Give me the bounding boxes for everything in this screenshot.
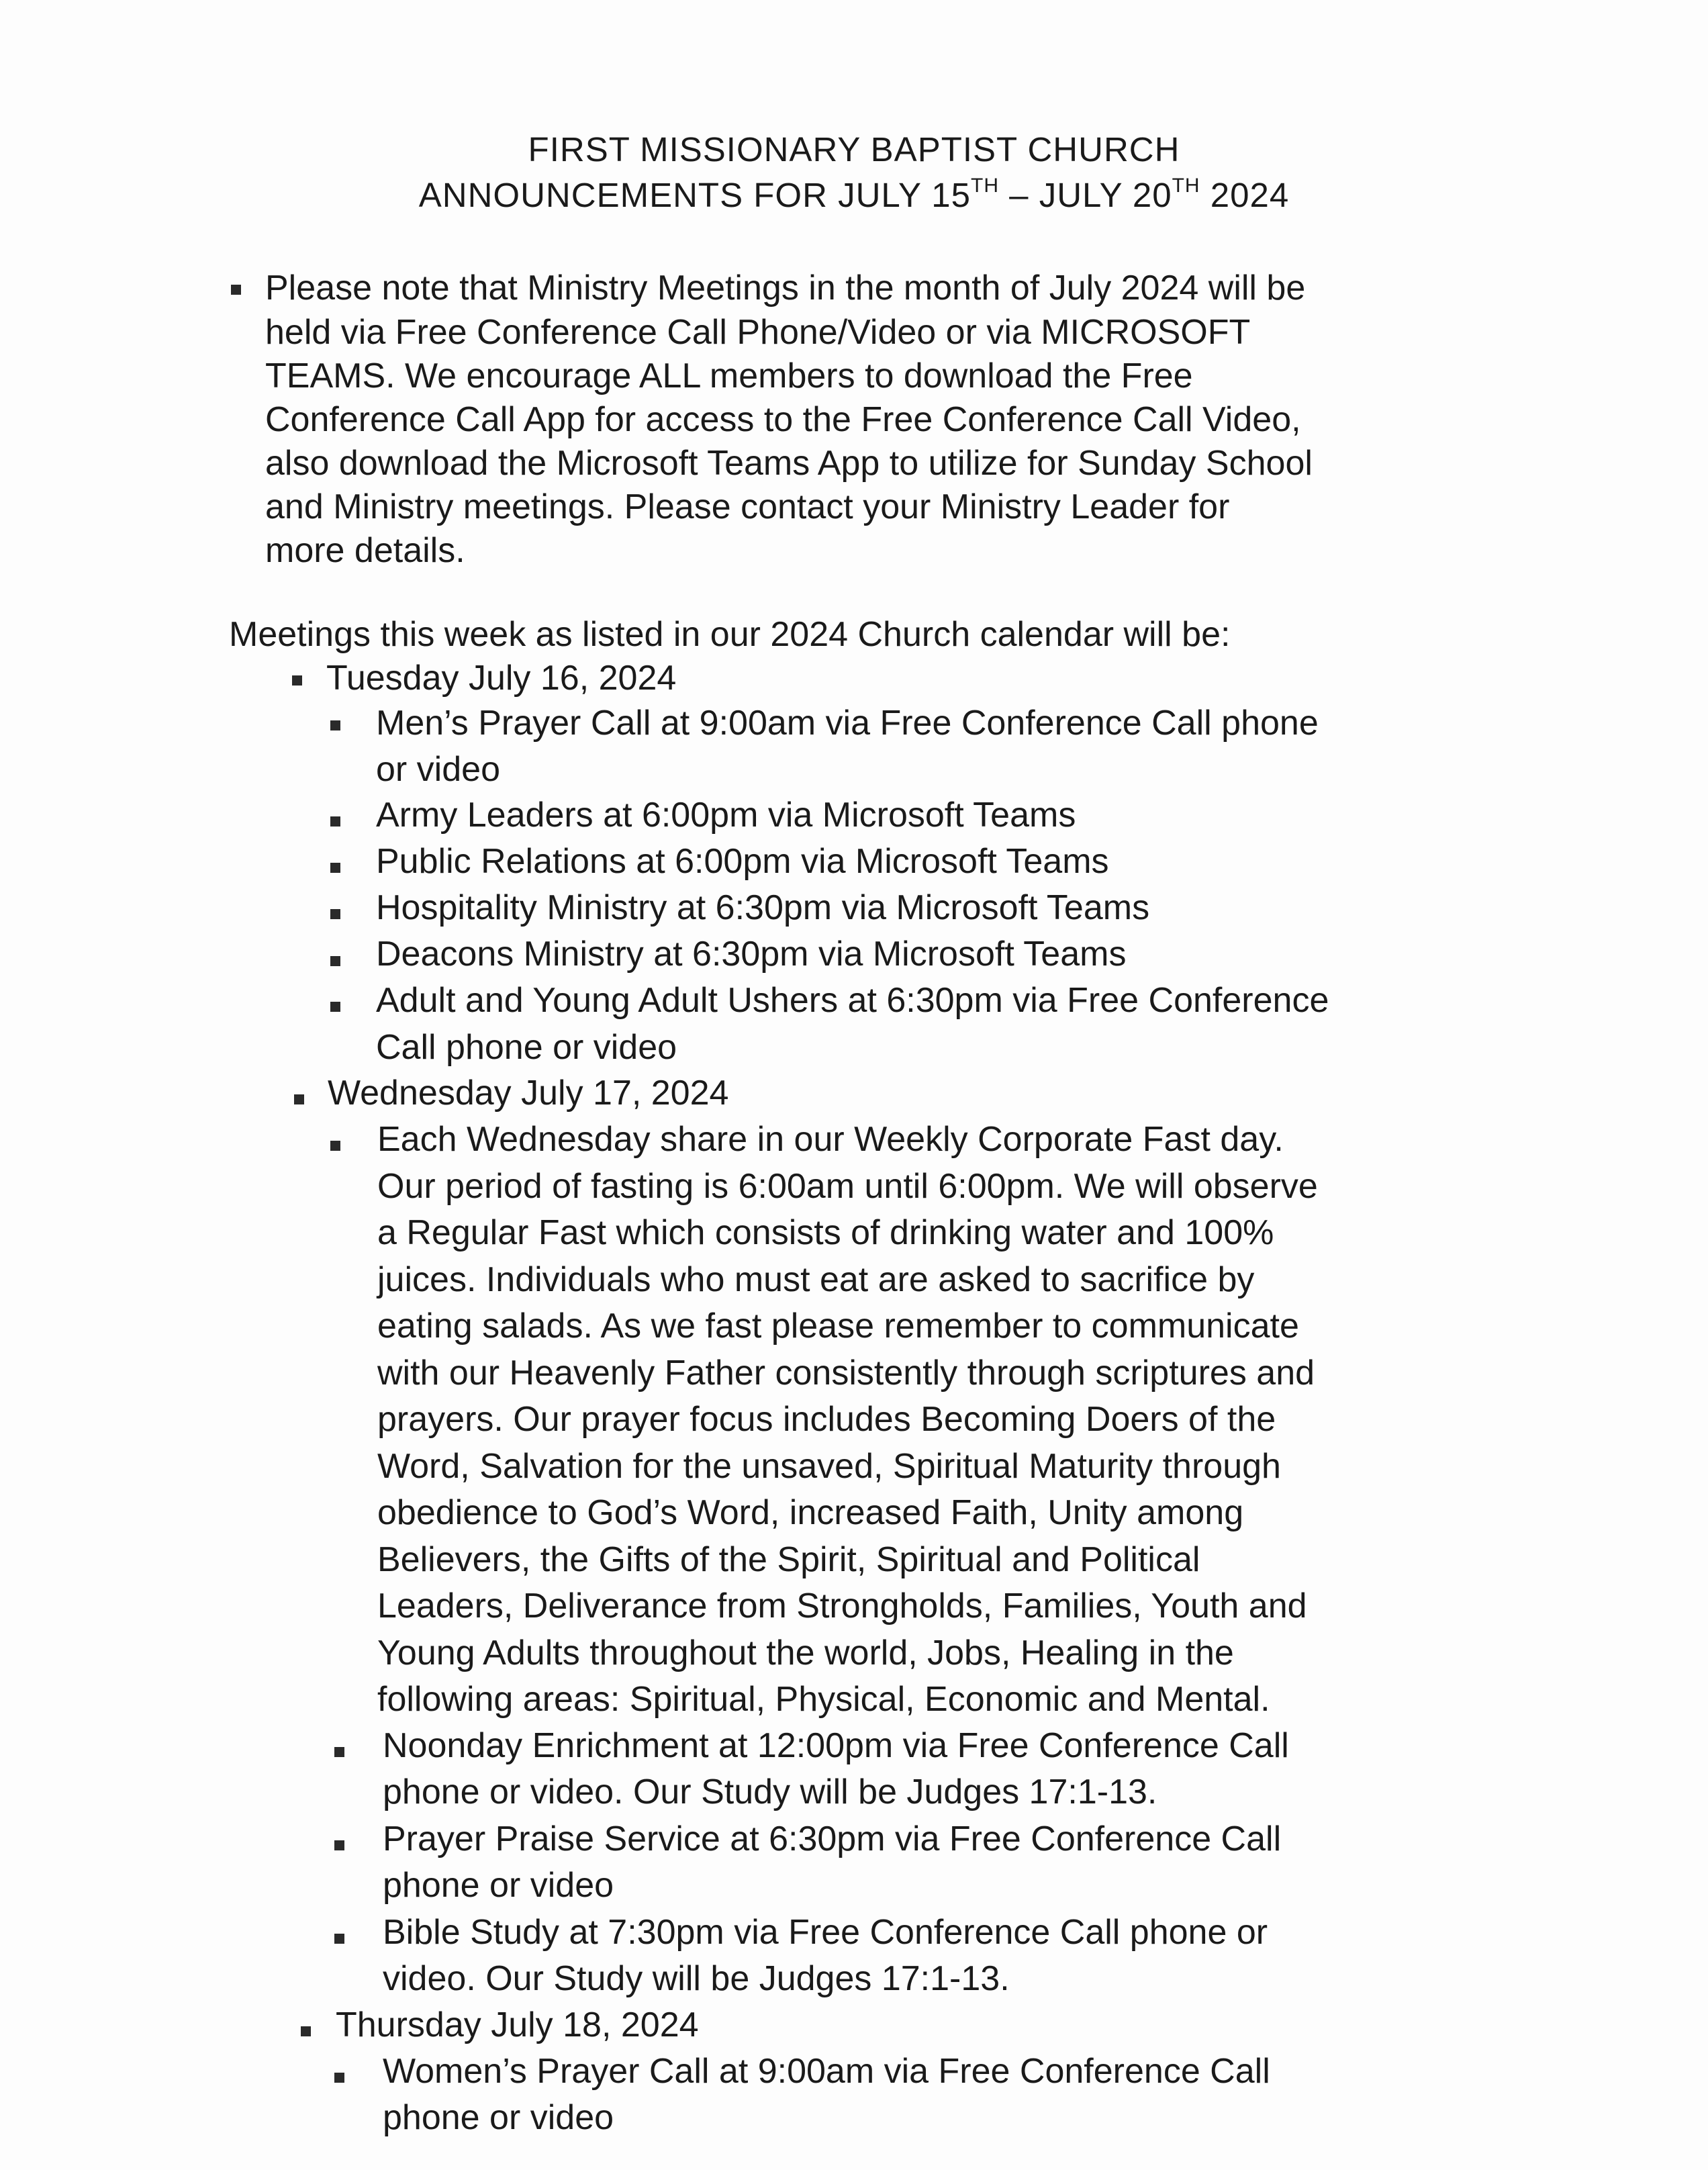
bullet-icon	[294, 1094, 304, 1104]
meeting-item: obedience to God’s Word, increased Faith, Unity among	[377, 1493, 1244, 1532]
heading-middle: – JULY 20	[999, 176, 1172, 214]
meeting-item: Noonday Enrichment at 12:00pm via Free Conference Call	[383, 1726, 1289, 1765]
meeting-item: Bible Study at 7:30pm via Free Conference Call phone or	[383, 1913, 1268, 1952]
meeting-item: a Regular Fast which consists of drinking water and 100%	[377, 1213, 1274, 1252]
notice-line: Conference Call App for access to the Free Conference Call Video,	[265, 400, 1301, 439]
meeting-item: phone or video. Our Study will be Judges 17:1-13.	[383, 1773, 1157, 1811]
notice-line: also download the Microsoft Teams App to utilize for Sunday School	[265, 444, 1313, 483]
meeting-item: Leaders, Deliverance from Strongholds, Families, Youth and	[377, 1587, 1307, 1625]
notice-line: more details.	[265, 531, 465, 570]
meeting-item: Believers, the Gifts of the Spirit, Spiritual and Political	[377, 1540, 1200, 1579]
meeting-item: prayers. Our prayer focus includes Becoming Doers of the	[377, 1400, 1276, 1439]
bullet-icon	[334, 2073, 344, 2083]
day-heading-thursday: Thursday July 18, 2024	[336, 2006, 699, 2044]
meeting-item: Young Adults throughout the world, Jobs, Healing in the	[377, 1634, 1234, 1672]
notice-line: Please note that Ministry Meetings in the month of July 2024 will be	[265, 269, 1306, 308]
meeting-item: phone or video	[383, 1866, 614, 1905]
notice-line: TEAMS. We encourage ALL members to download the Free	[265, 357, 1193, 395]
meeting-item: Each Wednesday share in our Weekly Corporate Fast day.	[377, 1120, 1284, 1159]
bullet-icon	[330, 909, 340, 919]
notice-line: and Ministry meetings. Please contact your Ministry Leader for	[265, 487, 1230, 526]
meeting-item: video. Our Study will be Judges 17:1-13.	[383, 1959, 1010, 1998]
meeting-item: Our period of fasting is 6:00am until 6:00pm. We will observe	[377, 1167, 1318, 1206]
superscript-th: TH	[971, 175, 999, 197]
notice-line: held via Free Conference Call Phone/Video or via MICROSOFT	[265, 313, 1251, 352]
meeting-item: Word, Salvation for the unsaved, Spiritual Maturity through	[377, 1447, 1281, 1486]
meetings-intro: Meetings this week as listed in our 2024 Church calendar will be:	[229, 615, 1231, 654]
meeting-item: Prayer Praise Service at 6:30pm via Free Conference Call	[383, 1820, 1282, 1858]
bullet-icon	[231, 285, 241, 295]
church-name-text: FIRST MISSIONARY BAPTIST CHURCH	[528, 130, 1180, 169]
meeting-item: Public Relations at 6:00pm via Microsoft Teams	[376, 842, 1109, 881]
meeting-item: Men’s Prayer Call at 9:00am via Free Conference Call phone	[376, 704, 1319, 743]
bullet-icon	[330, 720, 340, 730]
meeting-item: juices. Individuals who must eat are asked to sacrifice by	[377, 1260, 1255, 1299]
meeting-item: Army Leaders at 6:00pm via Microsoft Teams	[376, 796, 1076, 835]
meeting-item: Women’s Prayer Call at 9:00am via Free Conference Call	[383, 2052, 1270, 2091]
bullet-icon	[330, 863, 340, 873]
meeting-item: Adult and Young Adult Ushers at 6:30pm via Free Conference	[376, 981, 1329, 1020]
bullet-icon	[301, 2026, 311, 2036]
superscript-th: TH	[1172, 175, 1200, 197]
meeting-item: or video	[376, 750, 500, 789]
meeting-item: Deacons Ministry at 6:30pm via Microsoft Teams	[376, 935, 1127, 974]
day-heading-tuesday: Tuesday July 16, 2024	[326, 659, 677, 698]
bullet-icon	[334, 1840, 344, 1850]
bullet-icon	[330, 956, 340, 966]
meeting-item: Hospitality Ministry at 6:30pm via Microsoft Teams	[376, 888, 1150, 927]
bullet-icon	[330, 1002, 340, 1012]
day-heading-wednesday: Wednesday July 17, 2024	[328, 1074, 729, 1113]
bullet-icon	[292, 675, 302, 686]
bullet-icon	[330, 816, 340, 827]
church-name	[0, 128, 1708, 172]
heading-prefix: ANNOUNCEMENTS FOR JULY 15	[418, 176, 971, 214]
meeting-item: Call phone or video	[376, 1028, 677, 1067]
heading-year: 2024	[1200, 176, 1290, 214]
meeting-item: following areas: Spiritual, Physical, Economic and Mental.	[377, 1680, 1270, 1719]
bullet-icon	[334, 1934, 344, 1944]
meeting-item: phone or video	[383, 2098, 614, 2137]
announcement-heading	[0, 173, 1708, 218]
bullet-icon	[330, 1141, 340, 1151]
bullet-icon	[334, 1747, 344, 1757]
meeting-item: with our Heavenly Father consistently through scriptures and	[377, 1354, 1315, 1393]
meeting-item: eating salads. As we fast please remember to communicate	[377, 1307, 1299, 1346]
